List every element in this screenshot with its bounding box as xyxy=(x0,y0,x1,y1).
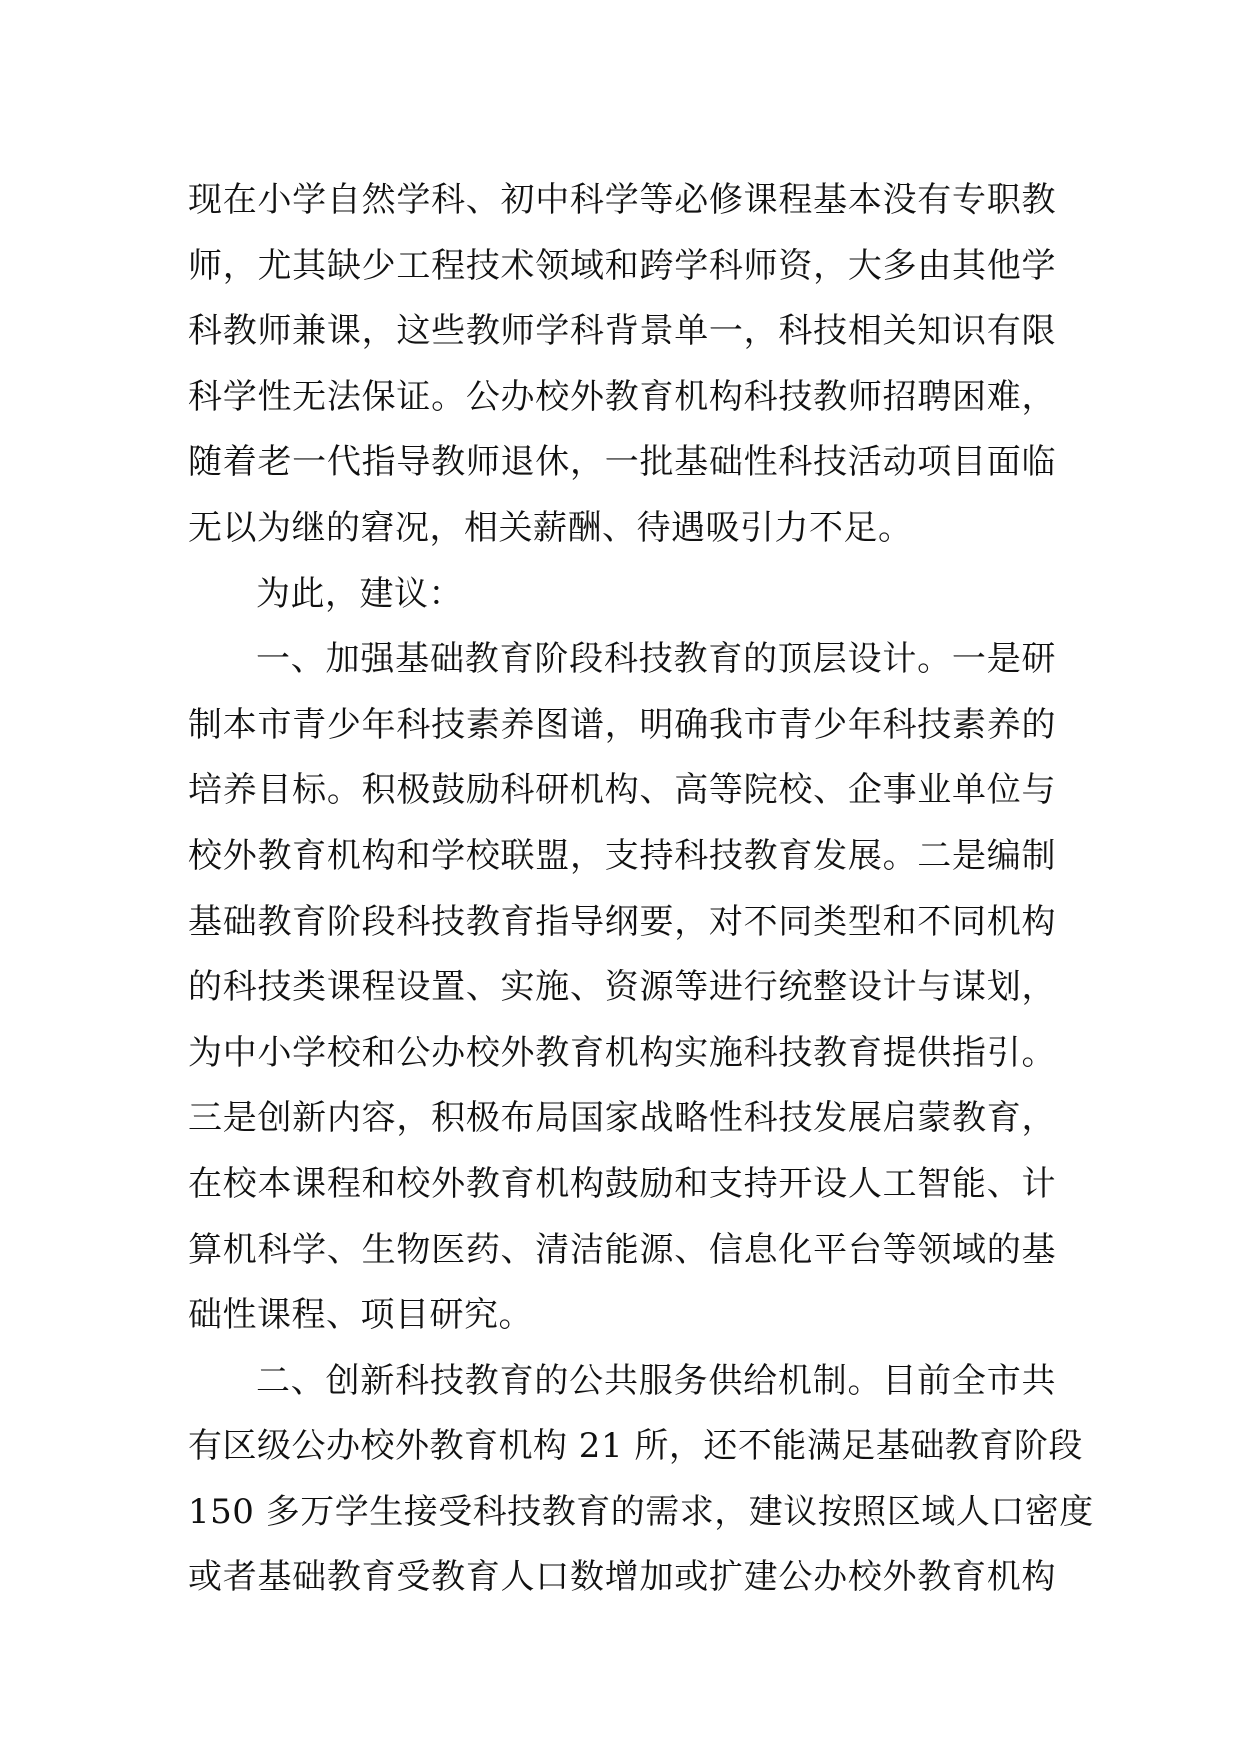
text-line: 或者基础教育受教育人口数增加或扩建公办校外教育机构 xyxy=(188,1557,1056,1598)
text-line: 制本市青少年科技素养图谱，明确我市青少年科技素养的 xyxy=(188,704,1056,745)
text-line: 三是创新内容，积极布局国家战略性科技发展启蒙教育， xyxy=(188,1098,1056,1139)
text-line: 无以为继的窘况，相关薪酬、待遇吸引力不足。 xyxy=(188,507,913,548)
text-line: 校外教育机构和学校联盟，支持科技教育发展。二是编制 xyxy=(188,835,1056,876)
paragraph-one xyxy=(188,627,1056,1349)
paragraph-two xyxy=(188,1349,1094,1611)
text-line: 础性课程、项目研究。 xyxy=(188,1295,533,1336)
text-line: 培养目标。积极鼓励科研机构、高等院校、企事业单位与 xyxy=(188,770,1056,811)
text-line: 为此，建议： xyxy=(256,573,463,614)
text-line: 一、加强基础教育阶段科技教育的顶层设计。一是研 xyxy=(256,639,1056,680)
paragraph-suggest xyxy=(188,562,1056,628)
paragraph-teachers xyxy=(188,168,1056,562)
text-line: 科学性无法保证。公办校外教育机构科技教师招聘困难， xyxy=(188,376,1056,417)
text-line: 师，尤其缺少工程技术领域和跨学科师资，大多由其他学 xyxy=(188,245,1056,286)
text-line: 为中小学校和公办校外教育机构实施科技教育提供指引。 xyxy=(188,1032,1056,1073)
text-line: 科教师兼课，这些教师学科背景单一，科技相关知识有限 xyxy=(188,311,1056,352)
text-line: 二、创新科技教育的公共服务供给机制。目前全市共 xyxy=(256,1360,1056,1401)
document-body xyxy=(188,168,1094,1611)
text-line: 的科技类课程设置、实施、资源等进行统整设计与谋划， xyxy=(188,967,1056,1008)
text-line: 随着老一代指导教师退休，一批基础性科技活动项目面临 xyxy=(188,442,1056,483)
text-line: 有区级公办校外教育机构 21 所，还不能满足基础教育阶段 xyxy=(188,1426,1083,1467)
text-line: 算机科学、生物医药、清洁能源、信息化平台等领域的基 xyxy=(188,1229,1056,1270)
text-line: 150 多万学生接受科技教育的需求，建议按照区域人口密度 xyxy=(188,1491,1094,1532)
text-line: 基础教育阶段科技教育指导纲要，对不同类型和不同机构 xyxy=(188,901,1056,942)
text-line: 现在小学自然学科、初中科学等必修课程基本没有专职教 xyxy=(188,180,1056,220)
text-line: 在校本课程和校外教育机构鼓励和支持开设人工智能、计 xyxy=(188,1163,1056,1204)
